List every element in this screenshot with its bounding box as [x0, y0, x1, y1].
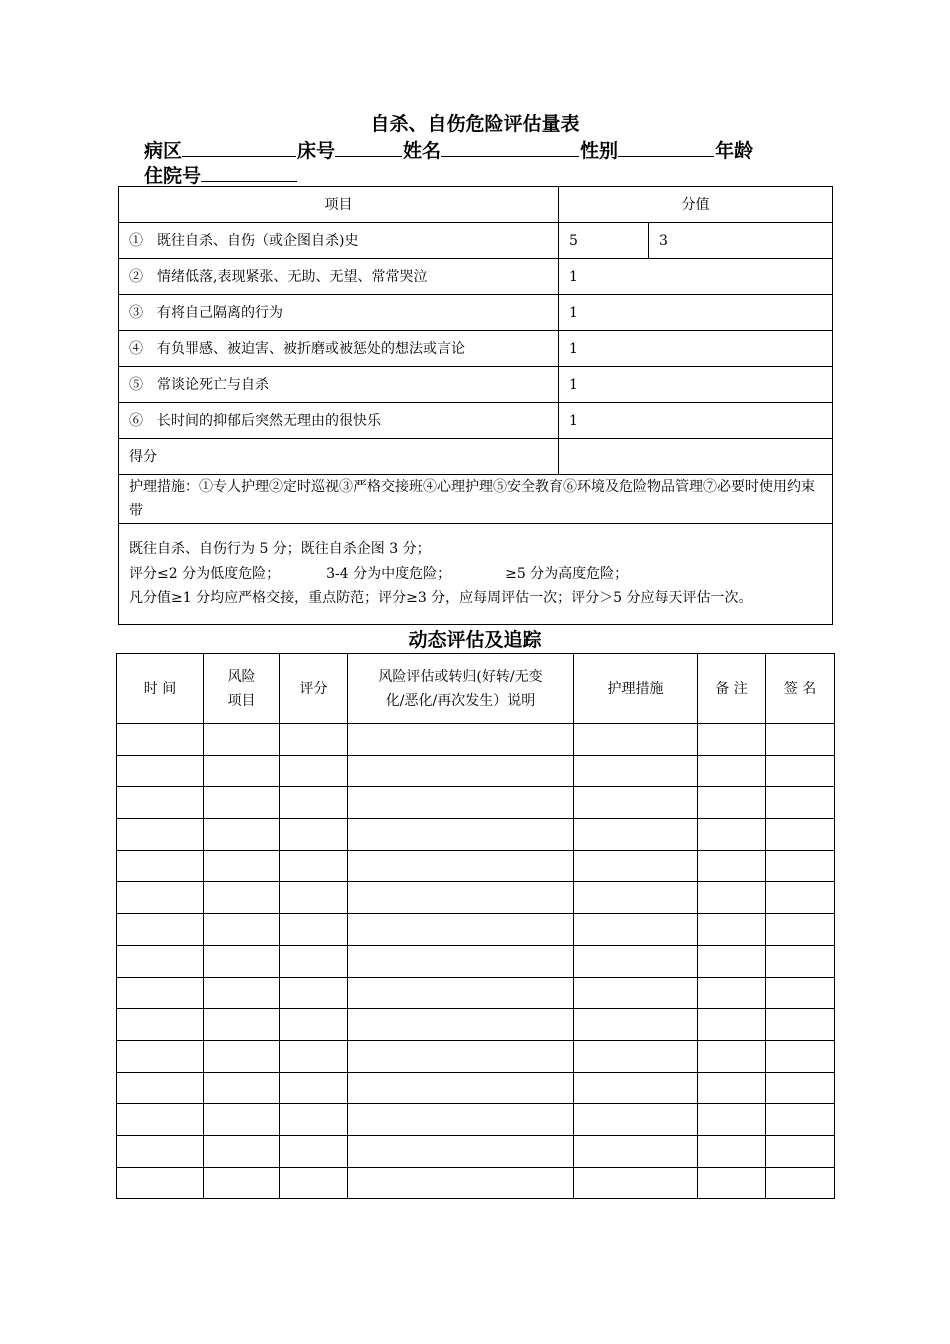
table-cell[interactable]: [117, 850, 204, 882]
table-cell[interactable]: [348, 882, 574, 914]
table-cell[interactable]: [117, 755, 204, 787]
item-label: ④ 有负罪感、被迫害、被折磨或被惩处的想法或言论: [119, 331, 559, 367]
table-cell[interactable]: [348, 755, 574, 787]
assessment-row: [119, 367, 833, 403]
table-cell[interactable]: [280, 787, 348, 819]
table-cell[interactable]: [280, 755, 348, 787]
table-cell[interactable]: [117, 1040, 204, 1072]
bed-label: 床号: [297, 140, 336, 162]
table-cell[interactable]: [117, 724, 204, 756]
table-cell[interactable]: [348, 914, 574, 946]
table-cell[interactable]: [280, 914, 348, 946]
item-label: ③ 有将自己隔离的行为: [119, 295, 559, 331]
col-description: 风险评估或转归(好转/无变 化/恶化/再次发生）说明: [348, 654, 574, 724]
table-cell[interactable]: [117, 945, 204, 977]
note-risk-levels: [129, 562, 826, 587]
table-cell[interactable]: [348, 819, 574, 851]
admission-field[interactable]: [201, 163, 297, 182]
ward-label: 病区: [144, 140, 183, 162]
table-cell[interactable]: [574, 724, 698, 756]
table-cell[interactable]: [766, 1104, 835, 1136]
table-cell[interactable]: [766, 1135, 835, 1167]
table-cell[interactable]: [117, 882, 204, 914]
table-cell[interactable]: [117, 977, 204, 1009]
table-cell[interactable]: [204, 882, 280, 914]
name-label: 姓名: [403, 140, 442, 162]
table-cell[interactable]: [348, 977, 574, 1009]
item-score[interactable]: 1: [559, 403, 833, 439]
table-cell[interactable]: [698, 724, 766, 756]
col-risk-item: 风险 项目: [204, 654, 280, 724]
table-row: [117, 1135, 835, 1167]
item-score[interactable]: 5: [559, 223, 649, 259]
table-cell[interactable]: [348, 945, 574, 977]
scoring-notes: [119, 524, 833, 625]
table-cell[interactable]: [766, 755, 835, 787]
table-cell[interactable]: [574, 1040, 698, 1072]
table-cell[interactable]: [574, 755, 698, 787]
ward-field[interactable]: [182, 138, 296, 157]
table-cell[interactable]: [204, 1167, 280, 1199]
table-cell[interactable]: [698, 882, 766, 914]
patient-info-line: [144, 138, 753, 163]
tracking-title: 动态评估及追踪: [408, 629, 542, 651]
table-row: [117, 755, 835, 787]
table-cell[interactable]: [574, 1135, 698, 1167]
table-row: [117, 1072, 835, 1104]
table-cell[interactable]: [766, 850, 835, 882]
table-cell[interactable]: [117, 1104, 204, 1136]
assessment-row: [119, 403, 833, 439]
table-row: [117, 1040, 835, 1072]
table-cell[interactable]: [766, 945, 835, 977]
table-cell[interactable]: [348, 1009, 574, 1041]
table-cell[interactable]: [766, 914, 835, 946]
table-cell[interactable]: [280, 977, 348, 1009]
table-cell[interactable]: [280, 1009, 348, 1041]
table-cell[interactable]: [574, 977, 698, 1009]
table-cell[interactable]: [204, 819, 280, 851]
col-signature: 签 名: [766, 654, 835, 724]
table-cell[interactable]: [204, 1135, 280, 1167]
bed-field[interactable]: [335, 138, 402, 157]
table-cell[interactable]: [698, 1167, 766, 1199]
table-row: [117, 1167, 835, 1199]
table-cell[interactable]: [574, 1167, 698, 1199]
table-cell[interactable]: [117, 787, 204, 819]
item-score[interactable]: 1: [559, 295, 833, 331]
assessment-row: [119, 223, 833, 259]
table-cell[interactable]: [766, 1167, 835, 1199]
table-cell[interactable]: [574, 787, 698, 819]
item-label: ② 情绪低落,表现紧张、无助、无望、常常哭泣: [119, 259, 559, 295]
note-mid: 3-4 分为中度危险；: [326, 565, 452, 582]
table-row: [117, 882, 835, 914]
table-cell[interactable]: [766, 787, 835, 819]
table-row: [117, 850, 835, 882]
table-cell[interactable]: [766, 882, 835, 914]
table-cell[interactable]: [204, 850, 280, 882]
table-cell[interactable]: [574, 945, 698, 977]
table-cell[interactable]: [204, 914, 280, 946]
table-row: [117, 819, 835, 851]
col-remarks: 备 注: [698, 654, 766, 724]
table-cell[interactable]: [348, 787, 574, 819]
gender-label: 性别: [580, 140, 619, 162]
table-cell[interactable]: [766, 819, 835, 851]
table-row: [117, 945, 835, 977]
assessment-row: [119, 295, 833, 331]
col-time: 时 间: [117, 654, 204, 724]
table-cell[interactable]: [117, 1009, 204, 1041]
item-score[interactable]: 1: [559, 259, 833, 295]
col-measures: 护理措施: [574, 654, 698, 724]
table-cell[interactable]: [204, 1009, 280, 1041]
header-item: 项目: [119, 187, 559, 223]
table-cell[interactable]: [280, 724, 348, 756]
assessment-table: [118, 186, 833, 625]
table-cell[interactable]: [117, 1072, 204, 1104]
table-cell[interactable]: [698, 1104, 766, 1136]
name-field[interactable]: [441, 138, 579, 157]
admission-label: 住院号: [144, 165, 202, 187]
table-cell[interactable]: [280, 1072, 348, 1104]
table-cell[interactable]: [348, 1135, 574, 1167]
table-cell[interactable]: [204, 977, 280, 1009]
table-cell[interactable]: [280, 850, 348, 882]
table-row: [117, 787, 835, 819]
table-cell[interactable]: [280, 1167, 348, 1199]
table-cell[interactable]: [574, 914, 698, 946]
item-score[interactable]: 1: [559, 367, 833, 403]
note-low: 评分≤2 分为低度危险；: [129, 565, 281, 582]
table-row: [117, 914, 835, 946]
table-cell[interactable]: [766, 977, 835, 1009]
col-score: 评分: [280, 654, 348, 724]
table-cell[interactable]: [698, 850, 766, 882]
table-cell[interactable]: [574, 819, 698, 851]
table-cell[interactable]: [574, 1104, 698, 1136]
table-cell[interactable]: [204, 787, 280, 819]
total-score-cell[interactable]: [559, 439, 833, 475]
table-cell[interactable]: [280, 1104, 348, 1136]
table-cell[interactable]: [280, 1135, 348, 1167]
table-cell[interactable]: [204, 1040, 280, 1072]
admission-line: [144, 163, 298, 188]
assessment-row: [119, 259, 833, 295]
table-cell[interactable]: [698, 1009, 766, 1041]
table-cell[interactable]: [698, 755, 766, 787]
header-score: 分值: [559, 187, 833, 223]
table-cell[interactable]: [280, 945, 348, 977]
nursing-measures: 护理措施：①专人护理②定时巡视③严格交接班④心理护理⑤安全教育⑥环境及危险物品管理⑦必要时使用约束带: [119, 475, 833, 524]
table-cell[interactable]: [698, 1040, 766, 1072]
table-cell[interactable]: [574, 1072, 698, 1104]
item-label: ⑥ 长时间的抑郁后突然无理由的很快乐: [119, 403, 559, 439]
table-row: [117, 724, 835, 756]
table-cell[interactable]: [348, 850, 574, 882]
note-frequency: 凡分值≥1 分均应严格交接，重点防范；评分≥3 分，应每周评估一次；评分＞5 分应每天评估一次。: [129, 590, 753, 607]
table-row: [117, 1104, 835, 1136]
table-cell[interactable]: [348, 1072, 574, 1104]
table-cell[interactable]: [698, 1135, 766, 1167]
table-row: [117, 977, 835, 1009]
table-cell[interactable]: [204, 945, 280, 977]
note-history: 既往自杀、自伤行为 5 分；既往自杀企图 3 分；: [129, 541, 431, 558]
table-cell[interactable]: [117, 819, 204, 851]
item-score-alt[interactable]: 3: [649, 223, 833, 259]
table-cell[interactable]: [348, 1167, 574, 1199]
table-cell[interactable]: [698, 819, 766, 851]
table-cell[interactable]: [117, 1167, 204, 1199]
table-cell[interactable]: [280, 819, 348, 851]
table-cell[interactable]: [574, 1009, 698, 1041]
table-cell[interactable]: [766, 1009, 835, 1041]
table-cell[interactable]: [574, 882, 698, 914]
table-cell[interactable]: [280, 882, 348, 914]
item-label: ⑤ 常谈论死亡与自杀: [119, 367, 559, 403]
note-high: ≥5 分为高度危险；: [505, 565, 629, 582]
item-label: ① 既往自杀、自伤（或企图自杀)史: [119, 223, 559, 259]
table-cell[interactable]: [766, 1072, 835, 1104]
table-cell[interactable]: [698, 945, 766, 977]
table-cell[interactable]: [698, 787, 766, 819]
table-cell[interactable]: [204, 724, 280, 756]
table-cell[interactable]: [766, 1040, 835, 1072]
table-cell[interactable]: [348, 1104, 574, 1136]
table-cell[interactable]: [766, 724, 835, 756]
tracking-table: [116, 653, 835, 1199]
table-cell[interactable]: [698, 977, 766, 1009]
table-cell[interactable]: [348, 1040, 574, 1072]
total-label: 得分: [119, 439, 559, 475]
table-cell[interactable]: [574, 850, 698, 882]
table-row: [117, 1009, 835, 1041]
table-cell[interactable]: [698, 1072, 766, 1104]
table-cell[interactable]: [348, 724, 574, 756]
form-title: 自杀、自伤危险评估量表: [370, 113, 580, 135]
table-cell[interactable]: [204, 755, 280, 787]
age-label: 年龄: [715, 140, 754, 162]
table-cell[interactable]: [280, 1040, 348, 1072]
assessment-row: [119, 331, 833, 367]
table-cell[interactable]: [117, 914, 204, 946]
table-cell[interactable]: [117, 1135, 204, 1167]
table-cell[interactable]: [698, 914, 766, 946]
gender-field[interactable]: [618, 138, 714, 157]
table-cell[interactable]: [204, 1072, 280, 1104]
table-cell[interactable]: [204, 1104, 280, 1136]
item-score[interactable]: 1: [559, 331, 833, 367]
